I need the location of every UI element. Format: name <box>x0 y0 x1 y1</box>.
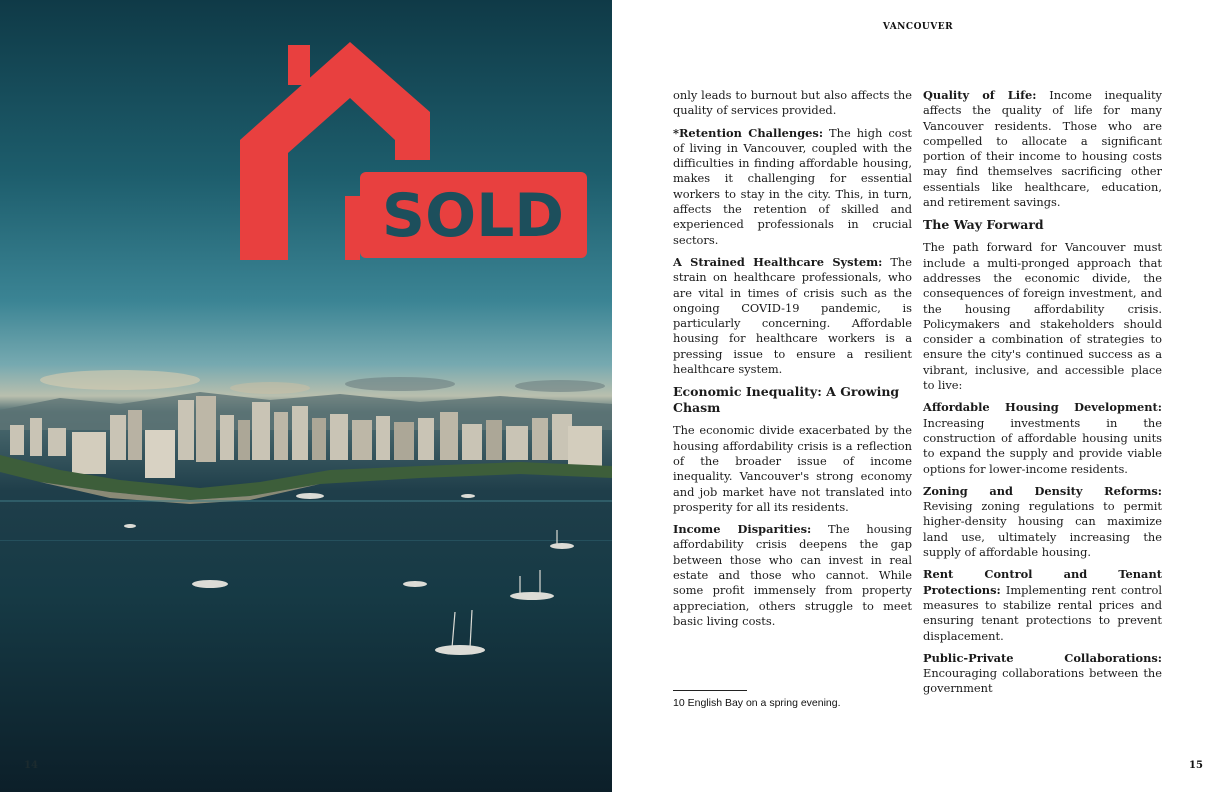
paragraph: *Retention Challenges: The high cost of living in Vancouver, coupled with the difficulties in finding affordable housing, makes it challenging for essential workers to stay in the city. This, in turn, affects the retention of skilled and experienced professionals in crucial sectors. <box>673 125 912 247</box>
footnote-divider <box>673 690 747 691</box>
paragraph: The path forward for Vancouver must include a multi-pronged approach that addresses the economic divide, the consequences of foreign investment, and the housing affordability crisis. Policymakers and stakeholders should consider a combination of strategies to ensure the city's continued success as a vibrant, inclusive, and accessible place to live: <box>923 240 1162 393</box>
paragraph: The economic divide exacerbated by the housing affordability crisis is a reflection of the broader issue of income inequality. Vancouver's strong economy and job market have not translated into prosperity for all its residents. <box>673 423 912 514</box>
paragraph-label: A Strained Healthcare System: <box>673 254 883 269</box>
paragraph-label: Quality of Life: <box>923 88 1037 102</box>
page-number-right: 15 <box>1189 760 1203 771</box>
paragraph: Zoning and Density Reforms: Revising zoning regulations to permit higher-density housing can maximize land use, ultimately increasing the supply of affordable housing. <box>923 483 1162 560</box>
paragraph-label: Zoning and Density Reforms: <box>923 483 1162 498</box>
page-number-left: 14 <box>24 760 38 771</box>
paragraph: Quality of Life: Income inequality affects the quality of life for many Vancouver residents. Those who are compelled to allocate a significant portion of their income to housing costs may find themselves sacrificing other essentials like healthcare, education, and retirement savings. <box>923 88 1162 210</box>
footnote: 10 English Bay on a spring evening. <box>673 697 841 709</box>
paragraph: A Strained Healthcare System: The strain on healthcare professionals, who are vital in times of crisis such as the ongoing COVID-19 pandemic, is particularly concerning. Affordable housing for healthcare workers is a pressing issue to ensure a resilient healthcare system. <box>673 254 912 377</box>
paragraph-label: Income Disparities: <box>673 522 812 537</box>
paragraph: Rent Control and Tenant Protections: Implementing rent control measures to stabilize rental prices and ensuring tenant protections to prevent displacement. <box>923 567 1162 643</box>
paragraph: Affordable Housing Development: Increasing investments in the construction of affordable housing units to expand the supply and provide viable options for lower-income residents. <box>923 400 1162 476</box>
section-heading: The Way Forward <box>923 217 1044 233</box>
paragraph-label: Affordable Housing Development: <box>923 400 1162 415</box>
sold-sign-text: SOLD <box>381 181 565 251</box>
text-column-right <box>923 88 1162 704</box>
paragraph-label: Rent Control and Tenant Protections: <box>923 567 1162 597</box>
paragraph-label: Public-Private Collaborations: <box>923 650 1162 665</box>
paragraph: Income Disparities: The housing affordability crisis deepens the gap between those who can invest in real estate and those who cannot. While some profit immensely from property appreciation, others struggle to meet basic living costs. <box>673 522 912 628</box>
paragraph-label: *Retention Challenges: <box>673 125 824 140</box>
paragraph: only leads to burnout but also affects the quality of services provided. <box>673 88 912 118</box>
paragraph: Public-Private Collaborations: Encouraging collaborations between the government <box>923 650 1162 696</box>
text-column-left <box>673 88 912 636</box>
running-header: VANCOUVER <box>882 22 954 32</box>
section-heading: Economic Inequality: A Growing Chasm <box>673 384 900 416</box>
